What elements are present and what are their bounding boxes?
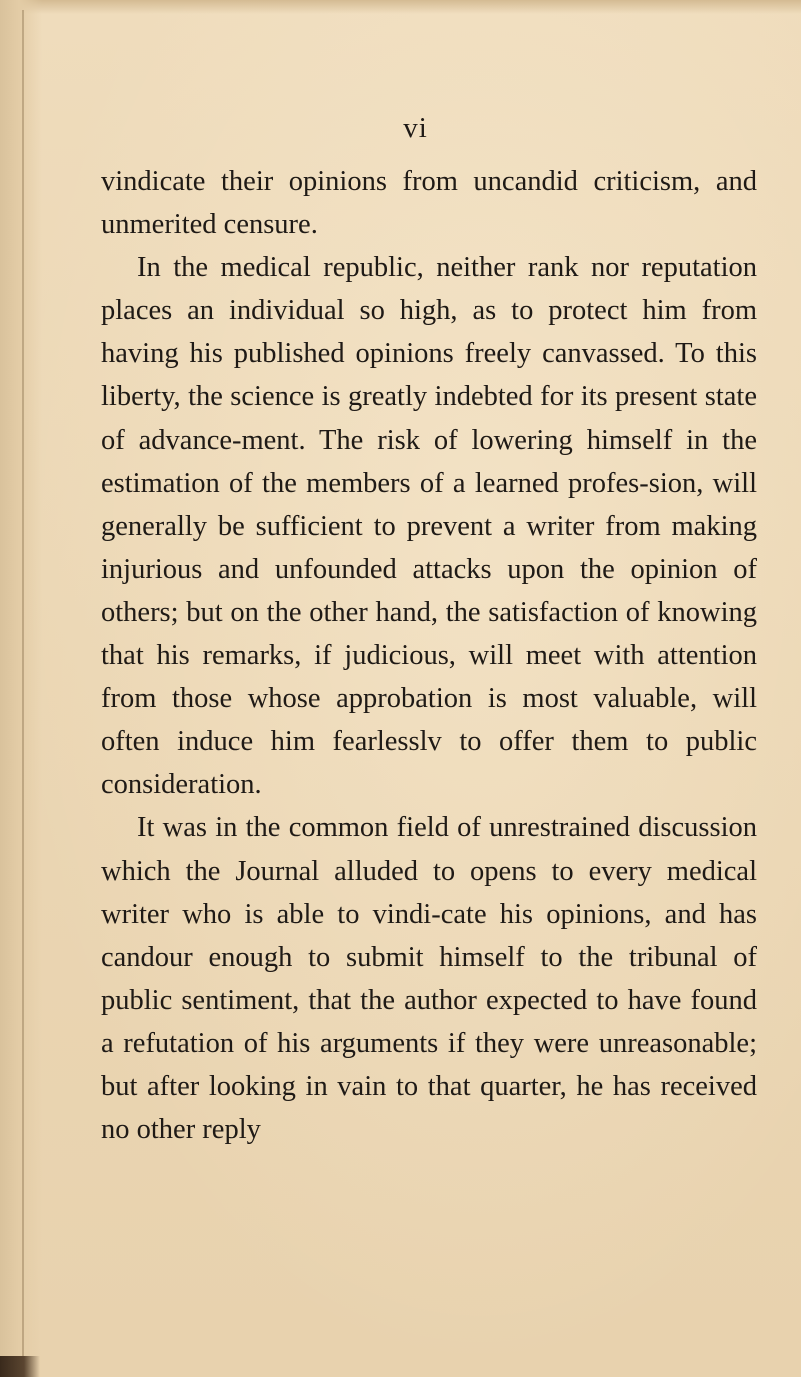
paragraph-1: vindicate their opinions from uncandid criticism, and unmerited censure. [101,166,757,241]
body-text [101,160,757,1151]
binding-fold-line [22,10,24,1370]
page-number: vi [403,112,428,144]
paragraph-3: It was in the common field of unrestrained discussion which the Journal alluded to opens to every medical writer who is able to vindi-cate his opinions, and has candour enough to submit himself to the tribunal of public sentiment, that the author expected to have found a refutation of his arguments if they were unreasonable; but after looking in vain to that quarter, he has received no other reply [101,812,757,1146]
scan-corner-shadow [0,1356,40,1377]
paragraph-2: In the medical republic, neither rank nor reputation places an individual so high, as to protect him from having his published opinions freely canvassed. To this liberty, the science is greatly indebted for its present state of advance-ment. The risk of lowering himself in the estimation of the members of a learned profes-sion, will generally be sufficient to prevent a writer from making injurious and unfounded attacks upon the opinion of others; but on the other hand, the satisfaction of knowing that his remarks, if judicious, will meet with attention from those whose approbation is most valuable, will often induce him fearlesslv to offer them to public consideration. [101,252,757,801]
page-top-edge [0,0,801,14]
page-binding-edge [0,0,42,1377]
